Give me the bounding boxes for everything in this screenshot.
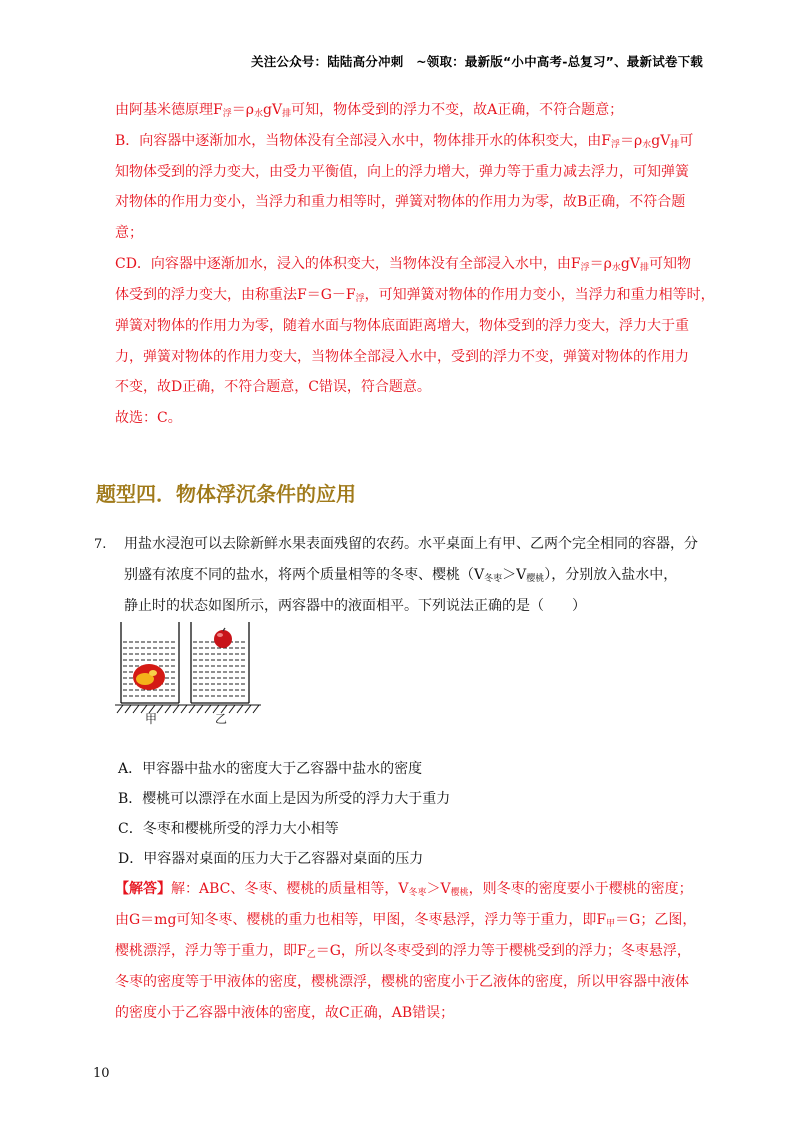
subscript: 排: [282, 109, 292, 119]
solution-line-3: 知物体受到的浮力变大，由受力平衡值，向上的浮力增大，弹力等于重力减去浮力，可知弹簧: [115, 164, 689, 180]
text: 由G＝mg可知冬枣、樱桃的重力也相等，甲图，冬枣悬浮，浮力等于重力，即F: [115, 912, 607, 928]
container-yi: [191, 622, 249, 703]
answer-tag: 【解答】: [115, 881, 171, 897]
subscript: 樱桃: [526, 574, 545, 584]
subscript: 水: [642, 140, 652, 150]
solution-line-9: 力，弹簧对物体的作用力变大，当物体全部浸入水中，受到的浮力不变，弹簧对物体的作用力: [115, 349, 689, 365]
question-number: 7.: [94, 537, 107, 552]
answer-line-4: 冬枣的密度等于甲液体的密度，樱桃漂浮，樱桃的密度小于乙液体的密度，所以甲容器中液体: [115, 974, 689, 990]
subscript: 乙: [306, 950, 316, 960]
option-a: A．甲容器中盐水的密度大于乙容器中盐水的密度: [118, 761, 423, 777]
subscript: 浮: [580, 263, 590, 273]
text: 解：ABC、冬枣、樱桃的质量相等，V: [171, 881, 409, 897]
text: gV: [651, 133, 671, 149]
solution-line-1: [115, 103, 623, 119]
subscript: 浮: [222, 109, 232, 119]
text: 别盛有浓度不同的盐水，将两个质量相等的冬枣、樱桃（V: [124, 567, 485, 583]
text: ，可知弹簧对物体的作用力变小，当浮力和重力相等时，: [364, 287, 715, 303]
solution-line-5: 意；: [115, 225, 143, 241]
solution-line-4: 对物体的作用力变小，当浮力和重力相等时，弹簧对物体的作用力为零，故B正确，不符合题: [115, 194, 686, 210]
subscript: 浮: [611, 140, 621, 150]
containers-figure: [113, 617, 263, 727]
subscript: 水: [253, 109, 263, 119]
option-d: D．甲容器对桌面的压力大于乙容器对桌面的压力: [118, 851, 424, 867]
solution-line-8: 弹簧对物体的作用力为零，随着水面与物体底面距离增大，物体受到的浮力变大，浮力大于重: [115, 318, 689, 334]
container-jia: [121, 622, 179, 703]
label-yi: 乙: [215, 712, 228, 726]
text: ＝ρ: [231, 102, 254, 118]
text: ＝G，所以冬枣受到的浮力等于樱桃受到的浮力；冬枣悬浮，: [315, 943, 691, 959]
figure-svg: [113, 617, 263, 727]
text: 可知物: [649, 256, 692, 272]
text: ＝ρ: [620, 133, 643, 149]
answer-line-5: 的密度小于乙容器中液体的密度，故C正确，AB错误；: [115, 1005, 455, 1021]
subscript: 甲: [606, 919, 616, 929]
text: ，则冬枣的密度要小于樱桃的密度；: [468, 881, 693, 897]
text: 可知，物体受到的浮力不变，故A正确，不符合题意；: [291, 102, 624, 118]
text: ＞V: [426, 881, 451, 897]
solution-line-11: 故选：C。: [115, 410, 182, 426]
question-line-3: 静止时的状态如图所示，两容器中的液面相平。下列说法正确的是（ ）: [124, 598, 586, 614]
text: 樱桃漂浮，浮力等于重力，即F: [115, 943, 307, 959]
solution-line-10: 不变，故D正确，不符合题意，C错误，符合题意。: [115, 379, 431, 395]
question-line-1: 用盐水浸泡可以去除新鲜水果表面残留的农药。水平桌面上有甲、乙两个完全相同的容器，分: [124, 536, 698, 552]
text: 体受到的浮力变大，由称重法F＝G－F: [115, 287, 356, 303]
text: ＝G；乙图，: [615, 912, 697, 928]
cherry-icon: [214, 630, 232, 648]
text: 可: [679, 133, 694, 149]
text: 由阿基米德原理F: [115, 102, 223, 118]
answer-line-1: [115, 882, 693, 898]
section-heading: 题型四．物体浮沉条件的应用: [96, 482, 356, 506]
text: CD．向容器中逐渐加水，浸入的体积变大，当物体没有全部浸入水中，由F: [115, 256, 581, 272]
solution-line-7: [115, 288, 715, 304]
table-surface: [115, 705, 261, 713]
subscript: 水: [611, 263, 621, 273]
solution-line-6: [115, 257, 691, 273]
text: ），分别放入盐水中，: [544, 567, 678, 583]
subscript: 冬枣: [408, 888, 427, 898]
question-line-2: [124, 568, 677, 584]
subscript: 樱桃: [450, 888, 469, 898]
page-number: 10: [93, 1066, 110, 1081]
text: gV: [262, 102, 283, 118]
subscript: 排: [640, 263, 650, 273]
label-jia: 甲: [145, 712, 158, 726]
option-b: B．樱桃可以漂浮在水面上是因为所受的浮力大于重力: [118, 791, 451, 807]
subscript: 冬枣: [484, 574, 503, 584]
subscript: 排: [670, 140, 680, 150]
text: B．向容器中逐渐加水，当物体没有全部浸入水中，物体排开水的体积变大，由F: [115, 133, 611, 149]
text: gV: [620, 256, 640, 272]
text: ＝ρ: [589, 256, 612, 272]
answer-line-2: [115, 913, 696, 929]
solution-line-2: [115, 134, 693, 150]
page-header: 关注公众号：陆陆高分冲刺 ~领取：最新版“小中高考-总复习”、最新试卷下载: [251, 54, 703, 69]
answer-line-3: [115, 944, 691, 960]
subscript: 浮: [355, 294, 365, 304]
text: ＞V: [502, 567, 527, 583]
option-c: C．冬枣和樱桃所受的浮力大小相等: [118, 821, 339, 837]
